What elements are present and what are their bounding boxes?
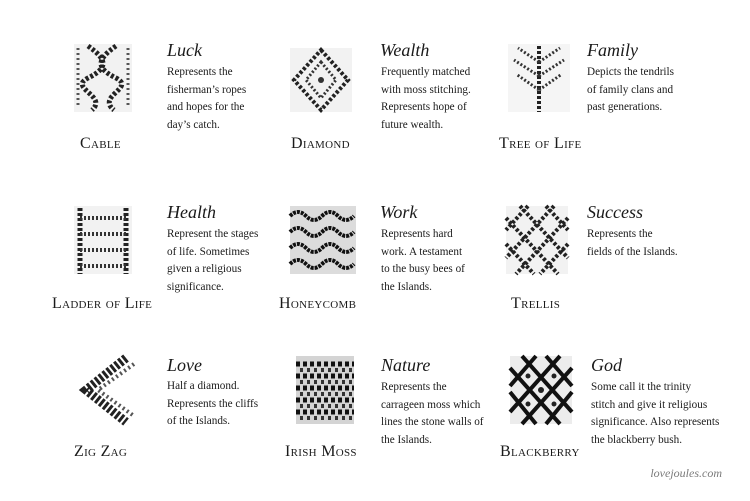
ladder-of-life-stitch-icon <box>68 204 138 276</box>
stitch-meaning-title: God <box>591 355 622 375</box>
stitch-meaning-title: Love <box>167 355 202 375</box>
irish-moss-stitch-icon <box>290 354 360 426</box>
stitch-name: Cable <box>80 135 121 152</box>
stitch-name: Ladder of Life <box>52 295 153 312</box>
stitch-description: Represent the stages of life. Sometimes given a religious significance. <box>167 228 259 293</box>
stitch-name: Irish Moss <box>285 443 357 460</box>
stitch-description: Depicts the tendrils of family clans and past generations. <box>587 66 674 113</box>
stitch-meaning-title: Nature <box>381 355 431 375</box>
stitch-name: Zig Zag <box>74 443 128 460</box>
cable-stitch-icon <box>68 42 138 114</box>
stitch-name: Tree of Life <box>499 135 582 152</box>
zig-zag-stitch-icon <box>68 354 138 426</box>
honeycomb-stitch-icon <box>288 204 358 276</box>
stitch-meaning-title: Luck <box>167 40 202 60</box>
stitch-description: Half a diamond. Represents the cliffs of the Islands. <box>167 380 259 427</box>
stitch-meaning-title: Work <box>380 202 418 222</box>
stitch-description: Frequently matched with moss stitching. Represents hope of future wealth. <box>381 66 471 131</box>
trellis-stitch-icon <box>502 204 572 276</box>
stitch-description: Represents the carrageen moss which lines the stone walls of the Islands. <box>381 381 484 446</box>
blackberry-stitch-icon <box>506 354 576 426</box>
stitch-name: Trellis <box>511 295 561 312</box>
diamond-stitch-icon <box>286 44 356 116</box>
site-credit: lovejoules.com <box>650 466 722 480</box>
stitch-name: Diamond <box>291 135 350 152</box>
stitch-meaning-title: Health <box>167 202 216 222</box>
stitch-meaning-title: Wealth <box>380 40 430 60</box>
stitch-description: Some call it the trinity stitch and give it religious significance. Also represents the blackberry bush. <box>591 381 720 446</box>
stitch-name: Blackberry <box>500 443 580 460</box>
stitch-name: Honeycomb <box>279 295 357 312</box>
stitch-meaning-title: Success <box>587 202 643 222</box>
stitch-description: Represents the fields of the Islands. <box>587 228 678 258</box>
stitch-description: Represents the fisherman’s ropes and hopes for the day’s catch. <box>167 66 247 131</box>
stitch-description: Represents hard work. A testament to the busy bees of the Islands. <box>381 228 465 293</box>
stitch-meaning-title: Family <box>587 40 638 60</box>
tree-of-life-stitch-icon <box>504 42 574 114</box>
